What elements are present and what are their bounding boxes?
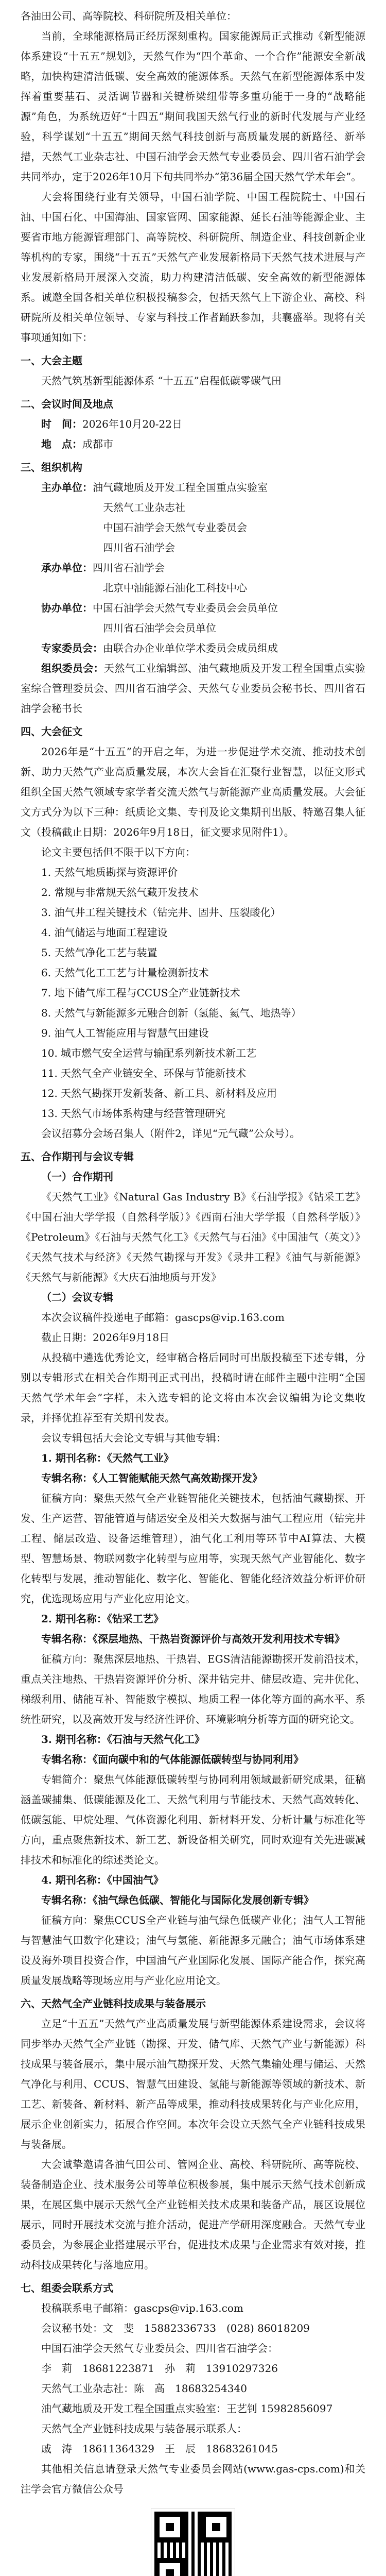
expert-value: 由联合办企业单位学术委员会成员组成 bbox=[103, 642, 278, 654]
qr-code-icon[interactable] bbox=[151, 2509, 235, 2576]
place-label: 地 点： bbox=[41, 438, 82, 450]
submission-deadline: 截止日期：2026年9月18日 bbox=[41, 1331, 170, 1344]
topic-item: 9. 油气人工智能应用与智慧气田建设 bbox=[41, 1027, 209, 1039]
section-heading: 七、组委会联系方式 bbox=[21, 2282, 113, 2294]
journal-list: 《天然气工业》《Natural Gas Industry B》《石油学报》《钻采工艺》《中国石油大学学报（自然科学版）》《西南石油大学学报（自然科学版）》《Petroleum》《石油与天然气化工》《天然气与石油》《中国油气（英文）》《天然气技术与经济》《天然气勘探与开发》《录井工程》《油气与新能源》《天然气与新能源》《大庆石油地质与开发》 bbox=[21, 1191, 365, 1283]
assist-units bbox=[21, 598, 365, 618]
issue-description: 专辑简介：聚焦气体能源低碳转型与协同利用领域最新研究成果，征稿涵盖碳捕集、低碳能源及化工、天然气利用与节能技术、天然气高效转化、低碳氢能、甲烷处理、气体资源化利用、新材料开发、分析计量与标准化等方向，重点聚焦新技术、新工艺、新设备相关研究，同时欢迎有关先进碳减排技术和标准化的综述类论文。 bbox=[21, 1773, 365, 1866]
special-issue-intro: 会议专辑包括大会论文专辑与其他专辑： bbox=[41, 1432, 226, 1444]
issue-topic: 专辑名称：《深层地热、干热岩资源评价与高效开发利用技术专辑》 bbox=[41, 1633, 345, 1645]
issue-topic: 专辑名称：《面向碳中和的气体能源低碳转型与协同利用》 bbox=[41, 1753, 304, 1766]
host-unit: 天然气工业杂志社 bbox=[103, 501, 185, 514]
section-heading: 六、天然气全产业链科技成果与装备展示 bbox=[21, 1997, 206, 2010]
topic-item: 2. 常规与非常规天然气藏开发技术 bbox=[41, 886, 199, 899]
intro-paragraph: 大会将围绕行业有关领导，中国石油学院、中国工程院院士、中国石油、中国石化、中国海油、国家管网、国家能源、延长石油等能源企业、主要省市地方能源管理部门、高等院校、科研院所、制造企业、科技创新企业等机构的专家，围绕“十五五”天然气产业发展新格局下天然气技术进展与产业发展新格局开展深入交流，助力构建清洁低碳、安全高效的新型能源体系。诚邀全国各相关单位积极投稿参会，包括天然气上下游企业、高校、科研院所及相关单位领导、专家与科技工作者踊跃参加，共襄盛举。现将有关事项通知如下： bbox=[21, 191, 365, 344]
meeting-time bbox=[21, 414, 365, 434]
contact-unit: 天然气工业杂志社：陈 高 18683254340 bbox=[41, 2382, 247, 2395]
issue-description: 征稿方向：聚焦天然气全产业链智能化关键技术，包括油气藏勘探、开发、生产运营、智能管道与储运安全及相关大数据与油气工程应用（钻完井工程、储层改造、设备运维管理），油气化工利用等环节中AI算法、大模型、智慧场景、物联网数字化转型与应用等，实现天然气产业智能化、数字化转型与发展，推动智能化、数字化、智能化、智能化经济效益分析评价研究，优选现场应用与产业化应用论文。 bbox=[21, 1492, 365, 1605]
host-unit: 油气藏地质及开发工程全国重点实验室 bbox=[93, 481, 268, 494]
topic-item: 8. 天然气与新能源多元融合创新（氢能、氦气、地热等） bbox=[41, 1007, 302, 1019]
special-issue-text: 从投稿中遴选优秀论文，经审稿合格后同时可出版投稿至下述专辑，分别以专辑形式在相关合作期刊正式刊出，投稿时请在邮件主题中注明“全国天然气学术年会”字样，未入选专辑的论文将由本次会议编辑为论文集收录，并择优推荐至有关期刊发表。 bbox=[21, 1351, 365, 1424]
host-unit: 中国石油学会天然气专业委员会 bbox=[103, 521, 247, 534]
topic-item: 1. 天然气地质勘探与资源评价 bbox=[41, 866, 178, 878]
topic-item: 5. 天然气净化工艺与装置 bbox=[41, 946, 157, 959]
topic-item: 7. 地下储气库工程与CCUS全产业链新技术 bbox=[41, 987, 240, 999]
section-heading: 一、大会主题 bbox=[21, 354, 82, 367]
host-unit: 四川省石油学会 bbox=[103, 541, 175, 554]
theme-text: 天然气筑基新型能源体系 “十五五”启程低碳零碳气田 bbox=[41, 375, 282, 387]
time-value: 2026年10月20-22日 bbox=[82, 418, 183, 430]
topics-intro: 论文主要包括但不限于以下方向： bbox=[41, 846, 196, 858]
co-unit: 北京中油能源石油化工科技中心 bbox=[103, 582, 247, 594]
issue-title: 1. 期刊名称：《天然气工业》 bbox=[41, 1452, 174, 1464]
exhibition-text: 立足“十五五”天然气产业高质量发展与新型能源体系建设需求，会议将同步举办天然气全产业链（勘探、开发、储气库、天然气产业与新能源）科技成果与装备展示，集中展示油气勘探开发、天然气集输处理与储运、天然气净化与利用、CCUS、智慧气田建设、氢能与新能源等领域的新技术、新工艺、新装备、新材料、新产品等成果，推动科技成果转化与产业化应用，展示企业创新实力，拓展合作空间。本次年会设立天然气全产业链科技成果与装备展。 bbox=[21, 2018, 365, 2150]
contact-unit: 中国石油学会天然气专业委员会、四川省石油学会： bbox=[41, 2342, 278, 2354]
expert-label: 专家委员会： bbox=[41, 642, 103, 654]
issue-topic: 专辑名称：《人工智能赋能天然气高效勘探开发》 bbox=[41, 1472, 262, 1484]
assist-label: 协办单位： bbox=[41, 602, 93, 614]
org-value: 天然气工业编辑部、油气藏地质及开发工程全国重点实验室综合管理委员会、四川省石油学会、天然气专业委员会秘书长、四川省石油学会秘书长 bbox=[21, 662, 365, 715]
section-heading: 二、会议时间及地点 bbox=[21, 398, 113, 410]
subsection-heading: （一）合作期刊 bbox=[41, 1171, 113, 1183]
co-units bbox=[21, 558, 365, 578]
contact-unit: 天然气全产业链科技成果与装备展示联系人： bbox=[41, 2422, 247, 2435]
convener-note: 会议招募分会场召集人（附件2，详见“元气藏”公众号）。 bbox=[41, 1127, 301, 1140]
contact-secretary: 会议秘书处：文 斐 15882336733 (028) 86018209 bbox=[41, 2322, 310, 2334]
place-value: 成都市 bbox=[82, 438, 113, 450]
topic-item: 11. 天然气全产业链安全、环保与节能新技术 bbox=[41, 1067, 247, 1079]
time-label: 时 间： bbox=[41, 418, 82, 430]
topic-item: 3. 油气井工程关键技术（钻完井、固井、压裂酸化） bbox=[41, 906, 281, 919]
issue-topic: 专辑名称：《油气绿色低碳、智能化与国际化发展创新专辑》 bbox=[41, 1894, 314, 1906]
host-label: 主办单位： bbox=[41, 481, 93, 494]
intro-paragraph: 当前，全球能源格局正经历深刻重构。国家能源局正式推动《新型能源体系建设“十五五”规划》，天然气作为“四个革命、一个合作”能源安全新战略，加快构建清洁低碳、安全高效的能源体系。天然气在新型能源体系中发挥着重要基石、灵活调节器和关键桥梁纽带等多重功能于一身的“战略能源”角色，为系统迈好“十四五”期间我国天然气行业的新时代发展与产业经验，科学谋划“十五五”期间天然气科技创新与高质量发展的新路径、新举措，天然气工业杂志社、中国石油学会天然气专业委员会、四川省石油学会共同举办，定于2026年10月下旬共同举办“第36届全国天然气学术年会”。 bbox=[21, 30, 365, 183]
submission-email: 本次会议稿件投递电子邮箱：gascps@vip.163.com bbox=[41, 1311, 285, 1324]
exhibition-text: 大会诚挚邀请各油气田公司、管网企业、高校、科研院所、高等院校、装备制造企业、技术服务公司等单位积极参展，集中展示天然气技术创新成果，在展区集中展示天然气全产业链相关技术成果和装备产品，展区设展位展示，同时开展技术交流与推介活动，促进产学研用深度融合。天然气专业委员会，为参展企业搭建展示平台，促进技术成果与企业需求有效对接，推动科技成果转化与落地应用。 bbox=[21, 2158, 365, 2271]
contact-email: 投稿联系电子邮箱：gascps@vip.163.com bbox=[41, 2302, 243, 2314]
topic-item: 10. 城市燃气安全运营与输配系列新技术新工艺 bbox=[41, 1047, 257, 1059]
topic-item: 13. 天然气市场体系构建与经营管理研究 bbox=[41, 1107, 226, 1120]
call-for-papers-text: 2026年是“十五五”的开启之年，为进一步促进学术交流、推动技术创新、助力天然气产业高质量发展，本次大会旨在汇聚行业智慧，以征文形式组织全国天然气领域专家学者交流天然气与新能源产业高质量发展。大会征文方式分为以下三种：纸质论文集、专刊及论文集期刊出版、特邀召集人征文（投稿截止日期：2026年9月18日，征文要求见附件1）。 bbox=[21, 745, 365, 838]
topic-item: 12. 天然气勘探开发新装备、新工具、新材料及应用 bbox=[41, 1087, 277, 1099]
section-heading: 五、合作期刊与会议专辑 bbox=[21, 1150, 134, 1163]
assist-unit: 四川省石油学会会员单位 bbox=[103, 622, 216, 634]
org-label: 组织委员会： bbox=[41, 662, 104, 674]
issue-description: 征稿方向：聚焦深层地热、干热岩、EGS清洁能源勘探开发前沿技术，重点关注地热、干热岩资源评价分析、深井钻完井、储层改造、完井优化、梯级利用、储能互补、智能数字模拟、地质工程一体化等方面的高水平、系统性研究，以及高效开发与经济性评价、环境影响分析等方面的研究论文。 bbox=[21, 1653, 365, 1725]
salutation: 各油田公司、高等院校、科研院所及相关单位： bbox=[21, 10, 237, 22]
expert-committee bbox=[21, 638, 365, 658]
contact-unit: 油气藏地质及开发工程全国重点实验室：王艺钊 15982856097 bbox=[41, 2402, 333, 2415]
section-heading: 四、大会征文 bbox=[21, 725, 82, 738]
contact-names: 李 莉 18681223871 孙 莉 13910297326 bbox=[41, 2362, 278, 2375]
section-heading: 三、组织机构 bbox=[21, 461, 82, 473]
topic-item: 6. 天然气化工工艺与计量检测新技术 bbox=[41, 967, 209, 979]
meeting-place bbox=[21, 434, 365, 454]
issue-description: 征稿方向：聚焦CCUS全产业链与油气绿色低碳产业化；油气人工智能与智慧油气田数字化建设；油气与氢能、新能源多元融合；油气市场体系建设及海外项目投资合作，中国油气产业国际化发展、国际产能合作，探究高质量发展战略等现场应用与产业化应用论文。 bbox=[21, 1914, 365, 1987]
qr-code-container bbox=[21, 2509, 365, 2576]
issue-title: 3. 期刊名称：《石油与天然气化工》 bbox=[41, 1733, 205, 1745]
co-unit: 四川省石油学会 bbox=[93, 562, 165, 574]
issue-title: 4. 期刊名称：《中国油气》 bbox=[41, 1874, 164, 1886]
assist-unit: 中国石油学会天然气专业委员会会员单位 bbox=[93, 602, 278, 614]
org-committee bbox=[21, 658, 365, 719]
contact-names: 戚 涛 18611364329 王 辰 18683261045 bbox=[41, 2443, 278, 2455]
issue-title: 2. 期刊名称：《钻采工艺》 bbox=[41, 1613, 164, 1625]
co-label: 承办单位： bbox=[41, 562, 93, 574]
topic-item: 4. 油气储运与地面工程建设 bbox=[41, 926, 168, 939]
subsection-heading: （二）会议专辑 bbox=[41, 1291, 113, 1303]
wechat-note: 其他相关信息请登录天然气专业委员会网站(www.gas-cps.com)和关注学会官方微信公众号 bbox=[21, 2463, 365, 2495]
host-units bbox=[21, 478, 365, 498]
